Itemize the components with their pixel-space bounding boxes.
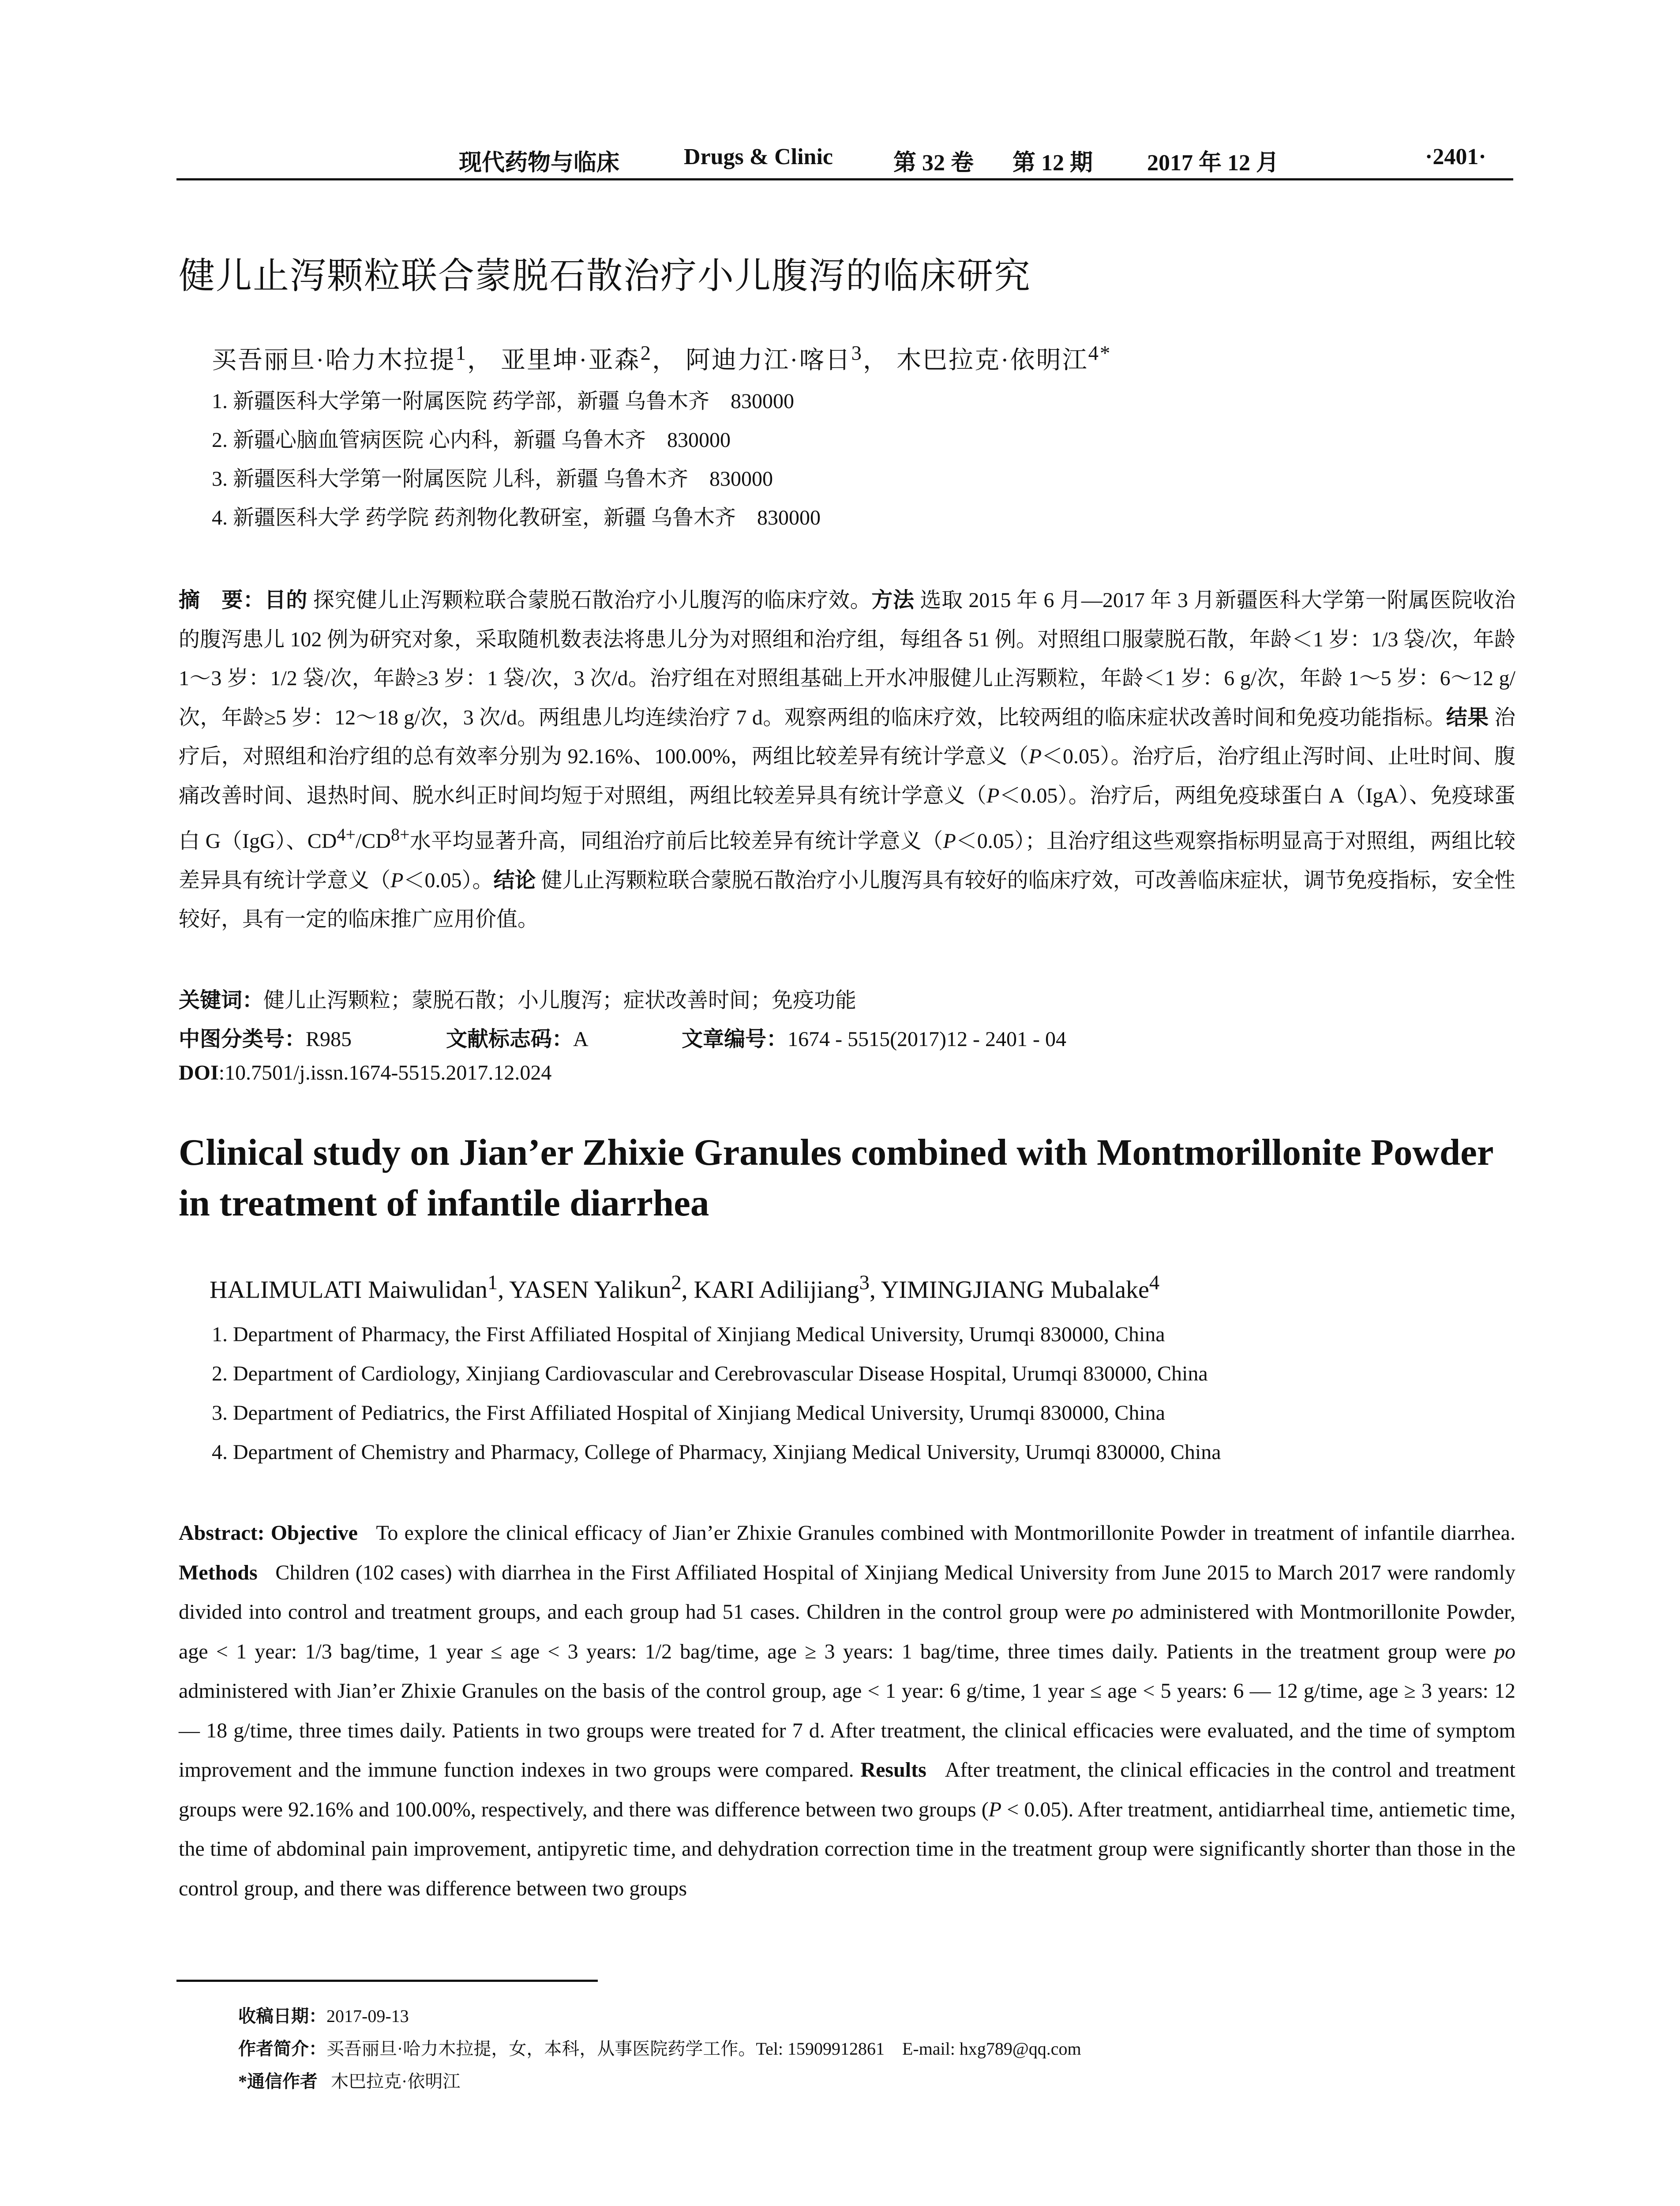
abstract-cn xyxy=(179,581,1515,939)
objective-en-text: To explore the clinical efficacy of Jian’er Zhixie Granules combined with Montmorillonite Powder in treatment of infantile diarrhea. xyxy=(376,1521,1515,1545)
methods-label: 方法 xyxy=(871,589,915,612)
abstract-en-label: Abstract: Objective xyxy=(179,1521,358,1545)
bio-text: 买吾丽旦·哈力木拉提，女，本科，从事医院药学工作。Tel: 15909912861 E-mail: hxg789@qq.com xyxy=(326,2039,1081,2059)
doi-label: DOI xyxy=(179,1061,219,1084)
abstract-cn-label: 摘 要： xyxy=(179,589,265,612)
results-en-text-1: After treatment, the clinical efficacies in the control and treatment groups were 92.16% and 100.00%, respectively, and there was difference between two groups ( xyxy=(179,1758,1516,1821)
author-2-affil: 2 xyxy=(640,341,652,365)
po-abbrev: po xyxy=(1112,1600,1134,1624)
author-en-4-affil: 4 xyxy=(1149,1271,1160,1294)
author-en-2: , YASEN Yalikun xyxy=(498,1276,671,1304)
results-text-3: ＜0.05）。治疗后，两组免疫球蛋白 A（IgA）、免疫球蛋白 G（IgG）、CD xyxy=(179,784,1515,853)
affiliation-en-3: 3. Department of Pediatrics, the First Affiliated Hospital of Xinjiang Medical University, Urumqi 830000, China xyxy=(212,1401,1165,1425)
keywords-label: 关键词： xyxy=(179,989,264,1012)
po-abbrev: po xyxy=(1494,1639,1516,1663)
title-en: Clinical study on Jian’er Zhixie Granules combined with Montmorillonite Powder in treatment of infantile diarrhea xyxy=(179,1132,1493,1224)
doc-code-value: A xyxy=(573,1028,588,1051)
footnote-received xyxy=(238,2002,409,2027)
article-number-value: 1674 - 5515(2017)12 - 2401 - 04 xyxy=(788,1028,1066,1051)
page-number: ·2401· xyxy=(1425,144,1486,169)
abstract-en xyxy=(179,1513,1515,1908)
affiliation-en-2: 2. Department of Cardiology, Xinjiang Cardiovascular and Cerebrovascular Disease Hospital, Urumqi 830000, China xyxy=(212,1362,1208,1385)
clc-label: 中图分类号： xyxy=(179,1028,306,1051)
methods-text: 选取 2015 年 6 月—2017 年 3 月新疆医科大学第一附属医院收治的腹泻患儿 102 例为研究对象，采取随机数表法将患儿分为对照组和治疗组，每组各 51 例。对照组口服蒙脱石散，年龄＜1 岁：1/3 袋/次，年龄 1～3 岁：1/2 袋/次，年龄≥3 岁：1 袋/次，3 次/d。治疗组在对照组基础上开水冲服健儿止泻颗粒，年龄＜1 岁：6 g/次，年龄 1～5 岁：6～12 g/次，年龄≥5 岁：12～18 g/次，3 次/d。两组患儿均连续治疗 7 d。观察两组的临床疗效，比较两组的临床症状改善时间和免疫功能指标。 xyxy=(179,589,1515,729)
affiliation-cn-2: 2. 新疆心脑血管病医院 心内科，新疆 乌鲁木齐 830000 xyxy=(212,428,731,452)
keywords-cn xyxy=(179,983,856,1013)
journal-name-en: Drugs & Clinic xyxy=(684,144,833,169)
results-label: 结果 xyxy=(1446,705,1489,729)
results-text-1: 治疗后，对照组和治疗组的总有效率分别为 92.16%、100.00%，两组比较差异有统计学意义（ xyxy=(179,705,1515,768)
journal-name-cn: 现代药物与临床 xyxy=(459,150,620,176)
p-symbol: P xyxy=(1028,745,1042,768)
keywords-text: 健儿止泻颗粒；蒙脱石散；小儿腹泻；症状改善时间；免疫功能 xyxy=(263,989,857,1012)
author-1: 买吾丽旦·哈力木拉提 xyxy=(212,347,456,374)
author-2: 亚里坤·亚森 xyxy=(500,347,641,374)
methods-en-text-3: administered with Jian’er Zhixie Granules on the basis of the control group, age < 1 year: 6 g/time, 1 year ≤ age < 5 years: 6 — 12 g/time, age ≥ 3 years: 12 — 18 g/time, three times daily. Patients in two groups were treated for 7 d. After treatment, the clinical efficacies were evaluated, and the time of symptom improvement and the immune function indexes in two groups were compared. xyxy=(179,1679,1515,1782)
header-rule xyxy=(176,178,1513,180)
methods-en-text-2: administered with Montmorillonite Powder, age < 1 year: 1/3 bag/time, 1 year ≤ age < 3 years: 1/2 bag/time, age ≥ 3 years: 1 bag/time, three times daily. Patients in the treatment group were xyxy=(179,1600,1515,1663)
methods-en-text-1: Children (102 cases) with diarrhea in the First Affiliated Hospital of Xinjiang Medical University from June 2015 to March 2017 were randomly divided into control and treatment groups, and each group had 51 cases. Children in the control group were xyxy=(179,1561,1515,1624)
title-cn: 健儿止泻颗粒联合蒙脱石散治疗小儿腹泻的临床研究 xyxy=(179,255,1031,297)
methods-en-label: Methods xyxy=(179,1561,258,1584)
footnote-rule xyxy=(176,1980,598,1982)
corresponding-author: 木巴拉克·依明江 xyxy=(331,2071,461,2091)
affiliation-cn-4: 4. 新疆医科大学 药学院 药剂物化教研室，新疆 乌鲁木齐 830000 xyxy=(212,506,821,529)
article-number-label: 文章编号： xyxy=(682,1028,788,1051)
authors-en xyxy=(210,1271,1159,1304)
volume: 第 32 卷 xyxy=(893,150,974,176)
results-text-6: ＜0.05）；且治疗组这些观察指标明显高于对照组，两组比较差异具有统计学意义（ xyxy=(179,829,1515,892)
footnote-corresponding xyxy=(238,2067,460,2093)
doi-value: :10.7501/j.issn.1674-5515.2017.12.024 xyxy=(218,1061,552,1084)
affiliation-cn-3: 3. 新疆医科大学第一附属医院 儿科，新疆 乌鲁木齐 830000 xyxy=(212,467,773,491)
author-4-affil: 4* xyxy=(1088,341,1112,365)
results-text-4: /CD xyxy=(355,829,391,853)
conclusion-text: 健儿止泻颗粒联合蒙脱石散治疗小儿腹泻具有较好的临床疗效，可改善临床症状，调节免疫指标，安全性较好，具有一定的临床推广应用价值。 xyxy=(179,868,1515,931)
received-label: 收稿日期： xyxy=(238,2006,326,2026)
author-en-3-affil: 3 xyxy=(859,1271,870,1294)
cd8-superscript: 8+ xyxy=(390,825,410,844)
p-symbol: P xyxy=(986,784,1000,807)
cd4-superscript: 4+ xyxy=(337,825,356,844)
author-en-4: , YIMINGJIANG Mubalake xyxy=(869,1276,1149,1304)
results-text-5: 水平均显著升高，同组治疗前后比较差异有统计学意义（ xyxy=(409,829,943,853)
author-3-affil: 3 xyxy=(851,341,863,365)
p-symbol: P xyxy=(988,1797,1002,1821)
doi-line xyxy=(179,1061,551,1085)
clc-value: R985 xyxy=(306,1028,352,1051)
author-en-1-affil: 1 xyxy=(487,1271,498,1294)
bio-label: 作者简介： xyxy=(238,2039,326,2059)
authors-cn: 买吾丽旦·哈力木拉提$^1$， 亚里坤·亚森$^2$， 阿迪力江·喀日$^3$， 木巴拉克·依明江$^{4*}$ xyxy=(212,341,1112,374)
author-1-affil: 1 xyxy=(455,341,467,365)
footnote-bio xyxy=(238,2035,1081,2060)
author-4: 木巴拉克·依明江 xyxy=(896,347,1088,374)
affiliation-cn-1: 1. 新疆医科大学第一附属医院 药学部，新疆 乌鲁木齐 830000 xyxy=(212,390,795,413)
issue: 第 12 期 xyxy=(1012,150,1093,176)
issue-date: 2017 年 12 月 xyxy=(1147,150,1279,176)
corresponding-label: *通信作者 xyxy=(238,2071,318,2091)
received-date: 2017-09-13 xyxy=(326,2006,409,2026)
affiliation-en-4: 4. Department of Chemistry and Pharmacy, College of Pharmacy, Xinjiang Medical University, Urumqi 830000, China xyxy=(212,1441,1221,1464)
p-symbol: P xyxy=(390,868,404,892)
doc-code-label: 文献标志码： xyxy=(446,1028,574,1051)
objective-label: 目的 xyxy=(264,589,308,612)
results-text-2: ＜0.05）。治疗后，治疗组止泻时间、止吐时间、腹痛改善时间、退热时间、脱水纠正时间均短于对照组，两组比较差异具有统计学意义（ xyxy=(179,745,1515,807)
results-text-7: ＜0.05）。 xyxy=(403,868,494,892)
author-3: 阿迪力江·喀日 xyxy=(685,347,851,374)
p-symbol: P xyxy=(943,829,956,853)
author-en-2-affil: 2 xyxy=(671,1271,682,1294)
results-en-label: Results xyxy=(860,1758,926,1782)
running-header xyxy=(176,140,1513,178)
conclusion-label: 结论 xyxy=(493,868,536,892)
classification-line xyxy=(179,1022,1066,1052)
objective-text: 探究健儿止泻颗粒联合蒙脱石散治疗小儿腹泻的临床疗效。 xyxy=(313,589,872,612)
author-en-1: HALIMULATI Maiwulidan xyxy=(210,1276,488,1304)
results-en-text-2: < 0.05). After treatment, antidiarrheal time, antiemetic time, the time of abdominal pain improvement, antipyretic time, and dehydration correction time in the treatment group were significantly shorter than those in the control group, and there was difference between two groups xyxy=(179,1797,1515,1900)
author-en-3: , KARI Adilijiang xyxy=(681,1276,859,1304)
affiliation-en-1: 1. Department of Pharmacy, the First Affiliated Hospital of Xinjiang Medical University, Urumqi 830000, China xyxy=(212,1323,1165,1346)
